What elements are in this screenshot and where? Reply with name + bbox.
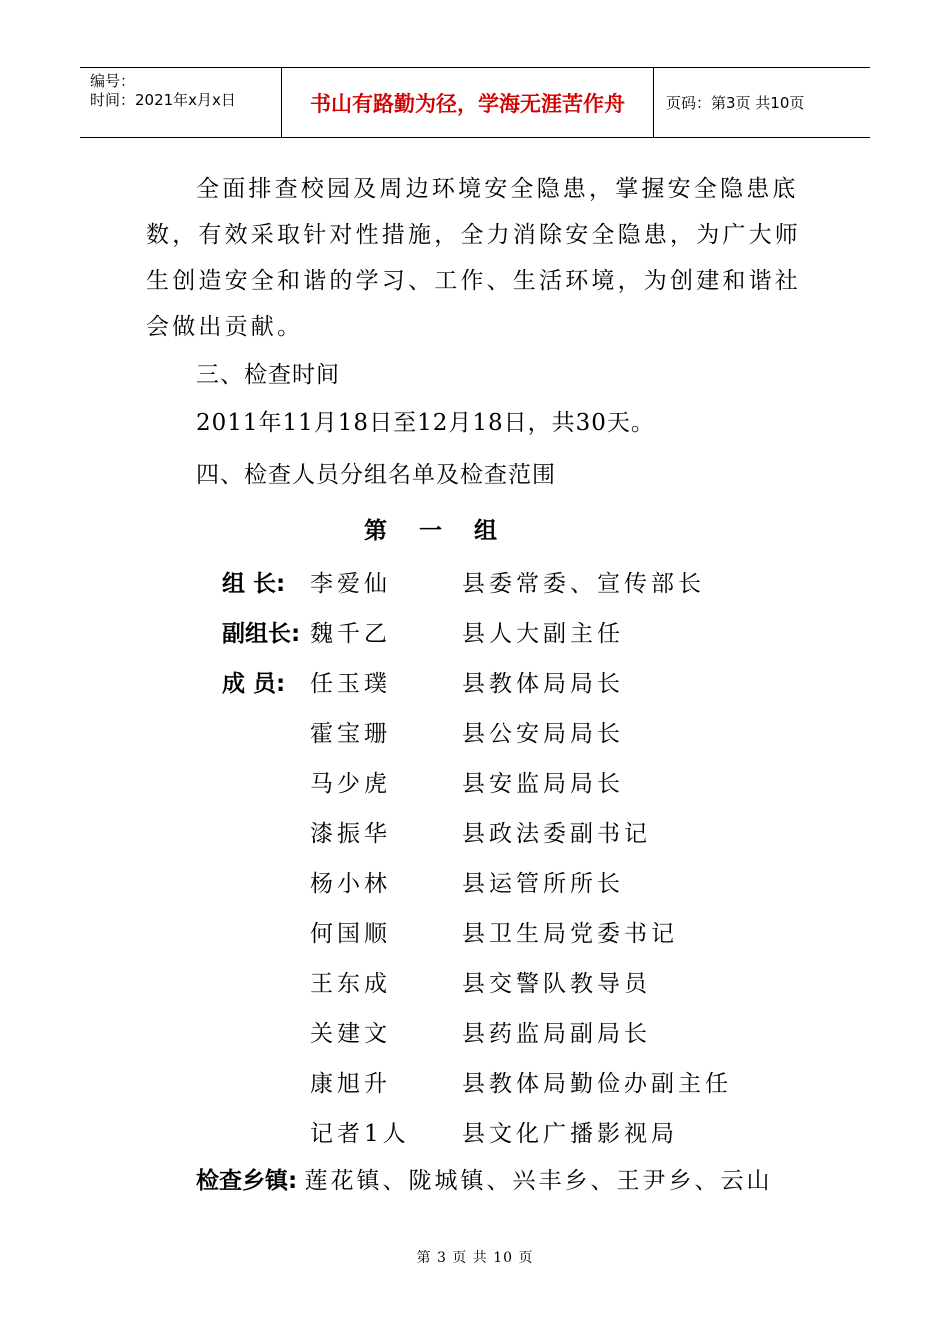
intro-line: 全面排查校园及周边环境安全隐患，掌握安全隐患底 [196, 176, 799, 202]
time-label: 时间：2021年x月x日 [90, 91, 236, 109]
member-name: 漆振华 [310, 821, 391, 847]
member-title: 县教体局局长 [462, 671, 624, 697]
member-name: 何国顺 [310, 921, 391, 947]
member-title: 县委常委、宣传部长 [462, 571, 705, 597]
page-footer: 第 3 页 共 10 页 [416, 1250, 534, 1266]
document-header [80, 67, 870, 138]
member-title: 县交警队教导员 [462, 971, 651, 997]
member-name: 康旭升 [310, 1071, 391, 1097]
member-title: 县文化广播影视局 [462, 1121, 678, 1147]
member-name: 马少虎 [310, 771, 391, 797]
section-3-text: 2011年11月18日至12月18日，共30天。 [196, 410, 655, 436]
member-row [0, 1115, 900, 1145]
member-name: 关建文 [310, 1021, 391, 1047]
member-row [0, 915, 900, 945]
member-title: 县运管所所长 [462, 871, 624, 897]
member-row [0, 765, 900, 795]
member-title: 县人大副主任 [462, 621, 624, 647]
member-row [0, 565, 900, 595]
member-row [0, 715, 900, 745]
header-motto: 书山有路勤为径，学海无涯苦作舟 [282, 68, 654, 137]
member-row [0, 965, 900, 995]
intro-line: 会做出贡献。 [146, 314, 304, 340]
number-label: 编号： [90, 72, 136, 90]
member-name: 魏千乙 [310, 621, 391, 647]
member-title: 县教体局勤俭办副主任 [462, 1071, 732, 1097]
member-role: 组 长: [222, 571, 286, 597]
member-name: 记者1人 [310, 1121, 410, 1147]
member-role: 副组长: [222, 621, 301, 647]
member-row [0, 865, 900, 895]
member-row [0, 1015, 900, 1045]
member-title: 县药监局副局长 [462, 1021, 651, 1047]
member-title: 县政法委副书记 [462, 821, 651, 847]
member-role: 成 员: [222, 671, 286, 697]
group-title: 第 一 组 [363, 518, 509, 544]
intro-line: 生创造安全和谐的学习、工作、生活环境，为创建和谐社 [146, 268, 801, 294]
member-row [0, 665, 900, 695]
member-name: 杨小林 [310, 871, 391, 897]
header-page-info: 页码：第3页 共10页 [666, 94, 805, 112]
member-row [0, 1065, 900, 1095]
towns-value: 莲花镇、陇城镇、兴丰乡、王尹乡、云山 [304, 1168, 773, 1194]
intro-line: 数，有效采取针对性措施，全力消除安全隐患，为广大师 [146, 222, 801, 248]
member-row [0, 615, 900, 645]
intro-paragraph [146, 166, 806, 350]
member-title: 县公安局局长 [462, 721, 624, 747]
member-row [0, 815, 900, 845]
member-title: 县卫生局党委书记 [462, 921, 678, 947]
section-4-heading: 四、检查人员分组名单及检查范围 [196, 462, 556, 488]
inspection-towns [196, 1162, 773, 1195]
member-name: 霍宝珊 [310, 721, 391, 747]
member-title: 县安监局局长 [462, 771, 624, 797]
towns-label: 检查乡镇: [196, 1168, 298, 1194]
member-name: 任玉璞 [310, 671, 391, 697]
section-3-heading: 三、检查时间 [196, 362, 340, 388]
member-name: 王东成 [310, 971, 391, 997]
header-meta [80, 68, 282, 137]
member-name: 李爱仙 [310, 571, 391, 597]
